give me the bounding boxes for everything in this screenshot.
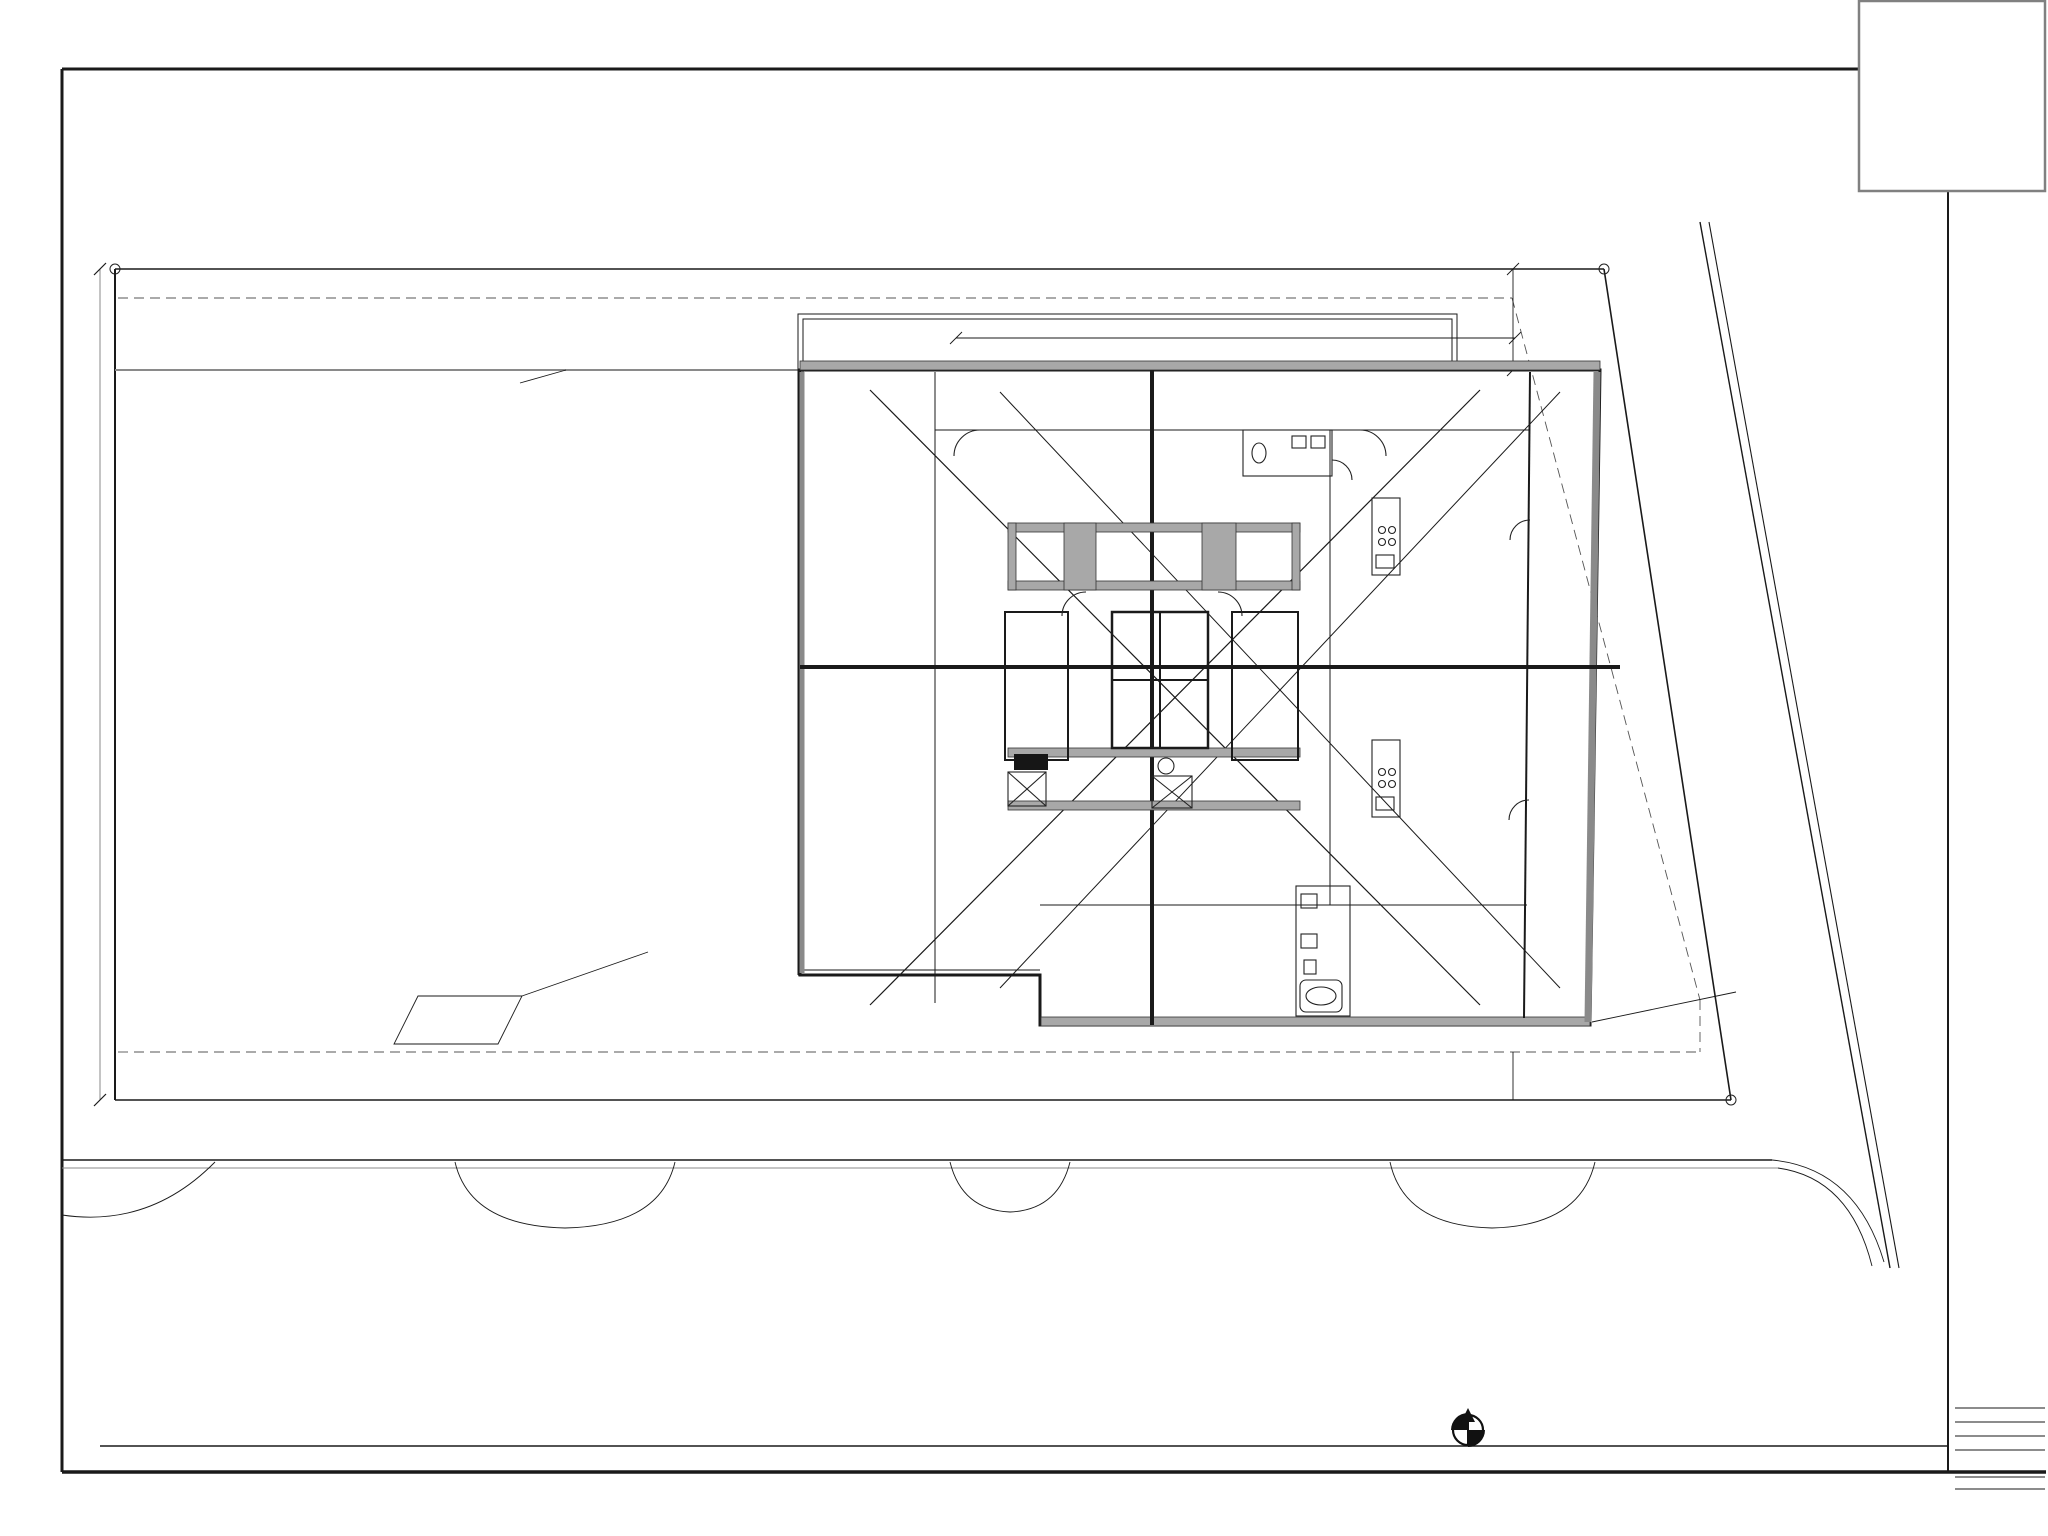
bathroom-north bbox=[1243, 430, 1332, 476]
curb-cut bbox=[1390, 1162, 1595, 1228]
revision-rules bbox=[1955, 1408, 2045, 1489]
door-arc bbox=[1332, 460, 1352, 480]
east-wall bbox=[1588, 372, 1597, 1022]
door-arc bbox=[954, 430, 980, 456]
south-wall bbox=[1041, 1017, 1590, 1026]
sink bbox=[1301, 934, 1317, 948]
width-dimension bbox=[950, 332, 1521, 344]
elect-hatch bbox=[1014, 754, 1048, 770]
toilet bbox=[1252, 443, 1266, 463]
leader bbox=[1592, 992, 1736, 1022]
leader bbox=[520, 370, 566, 383]
balcony-wall bbox=[1524, 372, 1530, 1018]
fixtures bbox=[954, 430, 1530, 1016]
door-arc bbox=[1510, 520, 1530, 540]
sink bbox=[1301, 894, 1317, 908]
streets bbox=[62, 222, 1899, 1268]
boulevard-curb bbox=[1709, 222, 1899, 1268]
north-wall bbox=[800, 361, 1600, 370]
label-border bbox=[394, 996, 522, 1044]
leader bbox=[522, 952, 648, 996]
boulevard-curb bbox=[1700, 222, 1890, 1268]
sink bbox=[1376, 555, 1394, 568]
property-lines bbox=[94, 263, 1736, 1106]
curb-cut bbox=[62, 1162, 215, 1217]
sink bbox=[1292, 436, 1306, 448]
sink bbox=[1311, 436, 1325, 448]
curb-cut bbox=[950, 1162, 1070, 1212]
titleblock-blank-box bbox=[1859, 1, 2045, 191]
toilet bbox=[1304, 960, 1316, 974]
sheet-frame bbox=[62, 1, 2046, 1472]
trash-fixture bbox=[1158, 758, 1174, 774]
floor-plate-outline bbox=[800, 370, 1600, 1025]
stair-west bbox=[1005, 612, 1068, 760]
corner-curve bbox=[1778, 1168, 1872, 1266]
stair-east bbox=[1232, 612, 1298, 760]
east-property-line bbox=[1604, 269, 1731, 1100]
curb-cut bbox=[455, 1162, 675, 1228]
north-arrow bbox=[1451, 1408, 1485, 1447]
corner-curve bbox=[1772, 1160, 1884, 1262]
door-arc bbox=[1360, 430, 1386, 456]
